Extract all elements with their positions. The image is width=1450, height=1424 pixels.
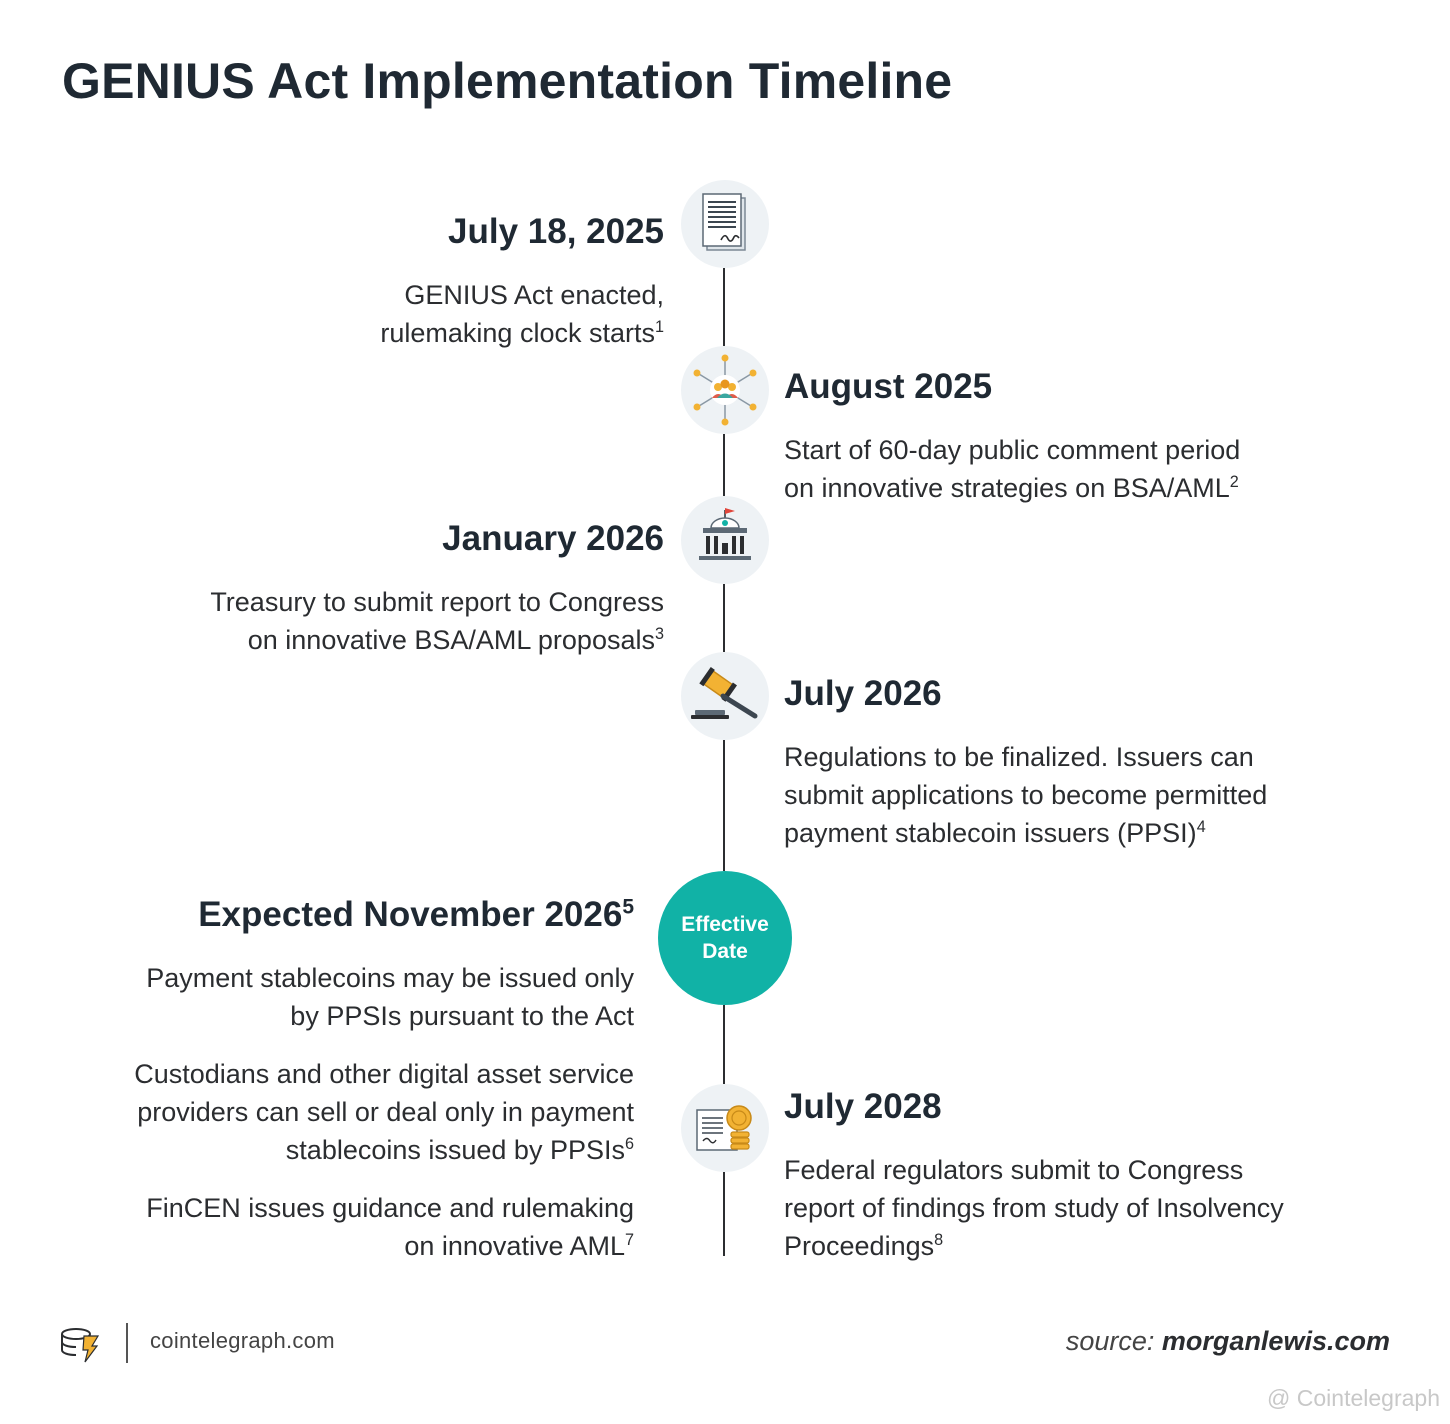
footnote-ref: 7 [624,1231,634,1249]
event-date-nov-2026: Expected November 2026$^5$ [198,895,634,934]
effective-label-line1: Effective [681,913,769,936]
effective-date-badge [658,871,792,1005]
page-title: GENIUS Act Implementation Timeline [62,53,953,109]
footnote-ref: 1 [654,318,664,336]
signed-document-icon [681,180,769,268]
timeline-line-5 [723,1005,725,1084]
footnote-ref: 2 [1229,473,1239,491]
event-desc-jul-2025: GENIUS Act enacted, rulemaking clock starts$^1$ [380,280,664,348]
report-coins-icon [681,1084,769,1172]
effective-label-line2: Date [702,940,748,963]
footnote-ref: 6 [624,1135,634,1153]
event-date-jan-2026: January 2026 [442,519,664,558]
source-label: source: [1065,1326,1155,1356]
footer-separator [126,1323,128,1363]
event-date-aug-2025: August 2025 [784,367,993,406]
timeline-line-1 [723,268,725,346]
source-link[interactable]: morganlewis.com [1161,1326,1390,1356]
footnote-ref: 3 [654,625,664,643]
event-desc-jul-2028: Federal regulators submit to Congress report of findings from study of Insolvency Proceedings$^8$ [784,1155,1284,1261]
event-desc-jul-2026: Regulations to be finalized. Issuers can submit applications to become permitted payment stablecoin issuers (PPSI)$^4$ [784,742,1268,848]
public-network-icon [681,346,769,434]
timeline-line-4 [723,740,725,871]
timeline-line-2 [723,434,725,496]
event-desc-aug-2025: Start of 60-day public comment period on innovative strategies on BSA/AML$^2$ [784,435,1241,503]
event-date-jul-2025: July 18, 2025 [448,212,664,251]
event-desc-jan-2026: Treasury to submit report to Congress on innovative BSA/AML proposals$^3$ [210,587,664,655]
footnote-ref: 5 [622,895,634,919]
effective-item-3: FinCEN issues guidance and rulemaking on innovative AML$^7$ [146,1193,634,1261]
timeline-line-6 [723,1172,725,1256]
gavel-icon [681,652,769,740]
footnote-ref: 4 [1196,818,1206,836]
footnote-ref: 8 [934,1231,944,1249]
event-date-jul-2026: July 2026 [784,674,942,713]
timeline-line-3 [723,584,725,652]
effective-item-1: Payment stablecoins may be issued only by PPSIs pursuant to the Act [146,963,634,1031]
treasury-building-icon [681,496,769,584]
footer-site-link[interactable]: cointelegraph.com [150,1328,335,1353]
effective-item-2: Custodians and other digital asset service providers can sell or deal only in payment stablecoins issued by PPSIs$^6$ [134,1059,634,1165]
cointelegraph-logo-icon [58,1322,102,1366]
watermark: @ Cointelegraph [1267,1385,1440,1411]
event-date-jul-2028: July 2028 [784,1087,942,1126]
footer-source [1066,1326,1390,1357]
